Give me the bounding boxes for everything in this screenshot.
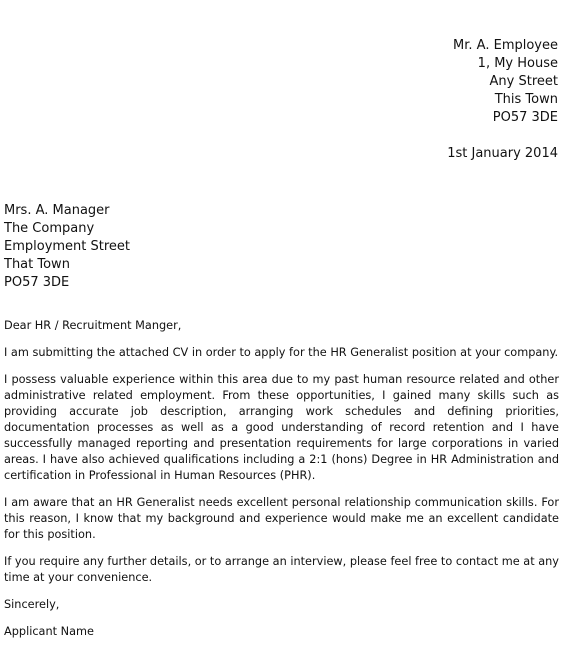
recipient-name: Mrs. A. Manager: [4, 203, 110, 218]
recipient-postcode: PO57 3DE: [4, 275, 70, 290]
paragraph-intro: I am submitting the attached CV in order to apply for the HR Generalist position at your company.: [4, 346, 559, 359]
paragraph-contact: If you require any further details, or to arrange an interview, please feel free to contact me at any time at your convenience.: [4, 555, 559, 584]
signature-name: Applicant Name: [4, 625, 94, 638]
sender-address-line-3: This Town: [494, 92, 558, 107]
sender-block: [447, 37, 558, 163]
paragraph-experience: I possess valuable experience within this area due to my past human resource related and other administrative related employment. From these opportunities, I gained many skills such as providing accurate job description, arranging work schedules and defining priorities, documentation processes as well as a good understanding of record retention and I have successfully managed reporting and presentation requirements for large corporations in varied areas. I have also achieved qualifications including a 2:1 (hons) Degree in HR Administration and certification in Professional in Human Resources (PHR).: [4, 373, 559, 482]
recipient-company: The Company: [4, 221, 95, 236]
sender-address-line-1: 1, My House: [477, 56, 558, 71]
letter-body: [4, 318, 559, 651]
recipient-town: That Town: [4, 257, 70, 272]
salutation: Dear HR / Recruitment Manger,: [4, 319, 182, 332]
sender-address-line-2: Any Street: [489, 74, 558, 89]
closing: Sincerely,: [4, 598, 60, 611]
paragraph-skills: I am aware that an HR Generalist needs excellent personal relationship communication skills. For this reason, I know that my background and experience would make me an excellent candidate for this position.: [4, 496, 559, 541]
sender-name: Mr. A. Employee: [453, 38, 558, 53]
letter-date: 1st January 2014: [447, 146, 558, 161]
recipient-street: Employment Street: [4, 239, 131, 254]
recipient-block: [4, 202, 130, 292]
sender-postcode: PO57 3DE: [492, 110, 558, 125]
